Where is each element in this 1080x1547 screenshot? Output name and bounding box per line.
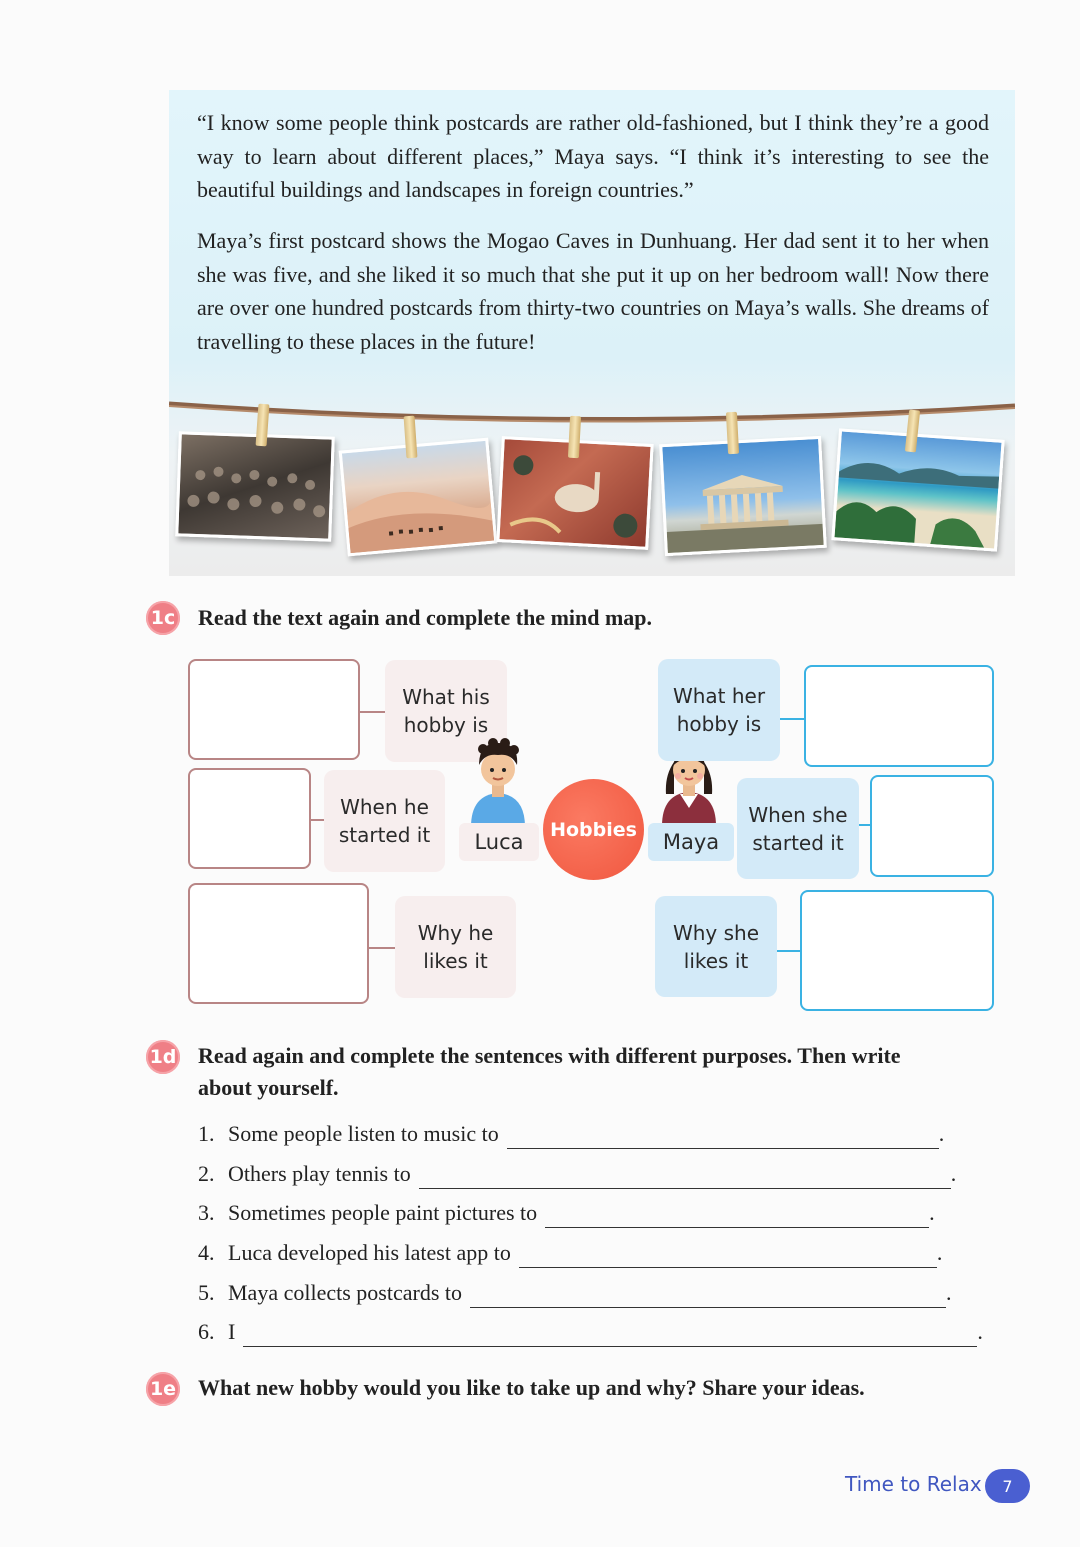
luca-why-label: Why he likes it — [395, 896, 516, 998]
maya-when-answer-box[interactable] — [870, 775, 994, 877]
sentence-number: 3. — [198, 1200, 215, 1225]
luca-why-answer-box[interactable] — [188, 883, 369, 1004]
page-number: 7 — [985, 1469, 1030, 1503]
sentence-3 — [198, 1198, 935, 1228]
dunes-image — [342, 441, 494, 553]
warriors-image — [178, 434, 331, 538]
maya-why-label: Why she likes it — [655, 896, 777, 997]
sentence-4 — [198, 1238, 942, 1268]
postcard-terracotta-warriors — [175, 431, 335, 541]
connector-line — [360, 711, 386, 713]
sentence-text: Maya collects postcards to — [228, 1280, 462, 1305]
sentence-2 — [198, 1159, 956, 1189]
sentence-number: 1. — [198, 1121, 215, 1146]
exercise-1d-instruction-line2: about yourself. — [198, 1075, 339, 1100]
reading-paragraph-2: Maya’s first postcard shows the Mogao Caves in Dunhuang. Her dad sent it to her when she was five, and she liked it so much that she put it up on her bedroom wall! Now there are over one hundred postcards from thirty-two countries on Maya’s walls. She dreams of travelling to these places in the future! — [197, 228, 989, 354]
answer-blank[interactable] — [519, 1245, 937, 1268]
luca-what-answer-box[interactable] — [188, 659, 360, 760]
sentence-text: Some people listen to music to — [228, 1121, 499, 1146]
unit-title: Time to Relax — [845, 1472, 982, 1496]
connector-line — [369, 947, 395, 949]
luca-name-tag: Luca — [459, 823, 539, 861]
exercise-1d-instruction-line1: Read again and complete the sentences with different purposes. Then write — [198, 1043, 901, 1068]
luca-when-answer-box[interactable] — [188, 768, 311, 869]
luca-boy-icon — [465, 735, 531, 827]
sentence-number: 5. — [198, 1280, 215, 1305]
maya-what-label: What her hobby is — [658, 659, 780, 761]
luca-what-label: What his hobby is — [385, 660, 507, 762]
sentence-number: 6. — [198, 1319, 215, 1344]
sentence-number: 4. — [198, 1240, 215, 1265]
exercise-badge-1e: 1e — [146, 1372, 180, 1406]
connector-line — [780, 718, 805, 720]
luca-when-label: When he started it — [324, 770, 445, 872]
sentence-period: . — [977, 1319, 983, 1344]
answer-blank[interactable] — [419, 1166, 951, 1189]
connector-line — [777, 950, 801, 952]
sentence-period: . — [950, 1161, 957, 1186]
maya-why-answer-box[interactable] — [800, 890, 994, 1011]
sentence-text: I — [228, 1319, 236, 1344]
sentence-number: 2. — [198, 1161, 215, 1186]
parthenon-image — [662, 439, 823, 553]
answer-blank[interactable] — [507, 1126, 939, 1149]
maya-when-label: When she started it — [737, 778, 859, 879]
postcard-parthenon — [659, 436, 827, 556]
answer-blank[interactable] — [545, 1205, 929, 1228]
sentence-6 — [198, 1317, 983, 1347]
sentence-period: . — [938, 1121, 945, 1146]
reading-paragraph-1: “I know some people think postcards are rather old-fashioned, but I think they’re a good way to learn about different places,” Maya says. “I think it’s interesting to see the beautiful buildings and landscapes in foreign countries.” — [197, 110, 989, 202]
exercise-1e-instruction: What new hobby would you like to take up and why? Share your ideas. — [198, 1375, 865, 1400]
answer-blank[interactable] — [470, 1285, 946, 1308]
maya-name-tag: Maya — [648, 823, 734, 861]
connector-line — [311, 819, 325, 821]
sentence-5 — [198, 1278, 952, 1308]
exercise-badge-1d: 1d — [146, 1040, 180, 1074]
exercise-1c-instruction: Read the text again and complete the mind map. — [198, 605, 653, 630]
clothespin — [568, 416, 581, 459]
clothespin — [726, 412, 739, 455]
sentence-period: . — [946, 1280, 952, 1305]
sentence-text: Luca developed his latest app to — [228, 1240, 511, 1265]
sentence-period: . — [936, 1240, 943, 1265]
answer-blank[interactable] — [243, 1324, 977, 1347]
postcards-illustration — [169, 372, 1015, 576]
postcard-desert-dunes — [339, 438, 498, 557]
beach-image — [834, 432, 1001, 549]
maya-what-answer-box[interactable] — [804, 665, 994, 767]
sentence-1 — [198, 1119, 944, 1149]
sentence-text: Others play tennis to — [228, 1161, 411, 1186]
sentence-period: . — [929, 1200, 935, 1225]
hobbies-hub: Hobbies — [543, 779, 644, 880]
exercise-badge-1c: 1c — [146, 601, 180, 635]
sentence-text: Sometimes people paint pictures to — [228, 1200, 538, 1225]
postcard-beach — [831, 428, 1004, 551]
